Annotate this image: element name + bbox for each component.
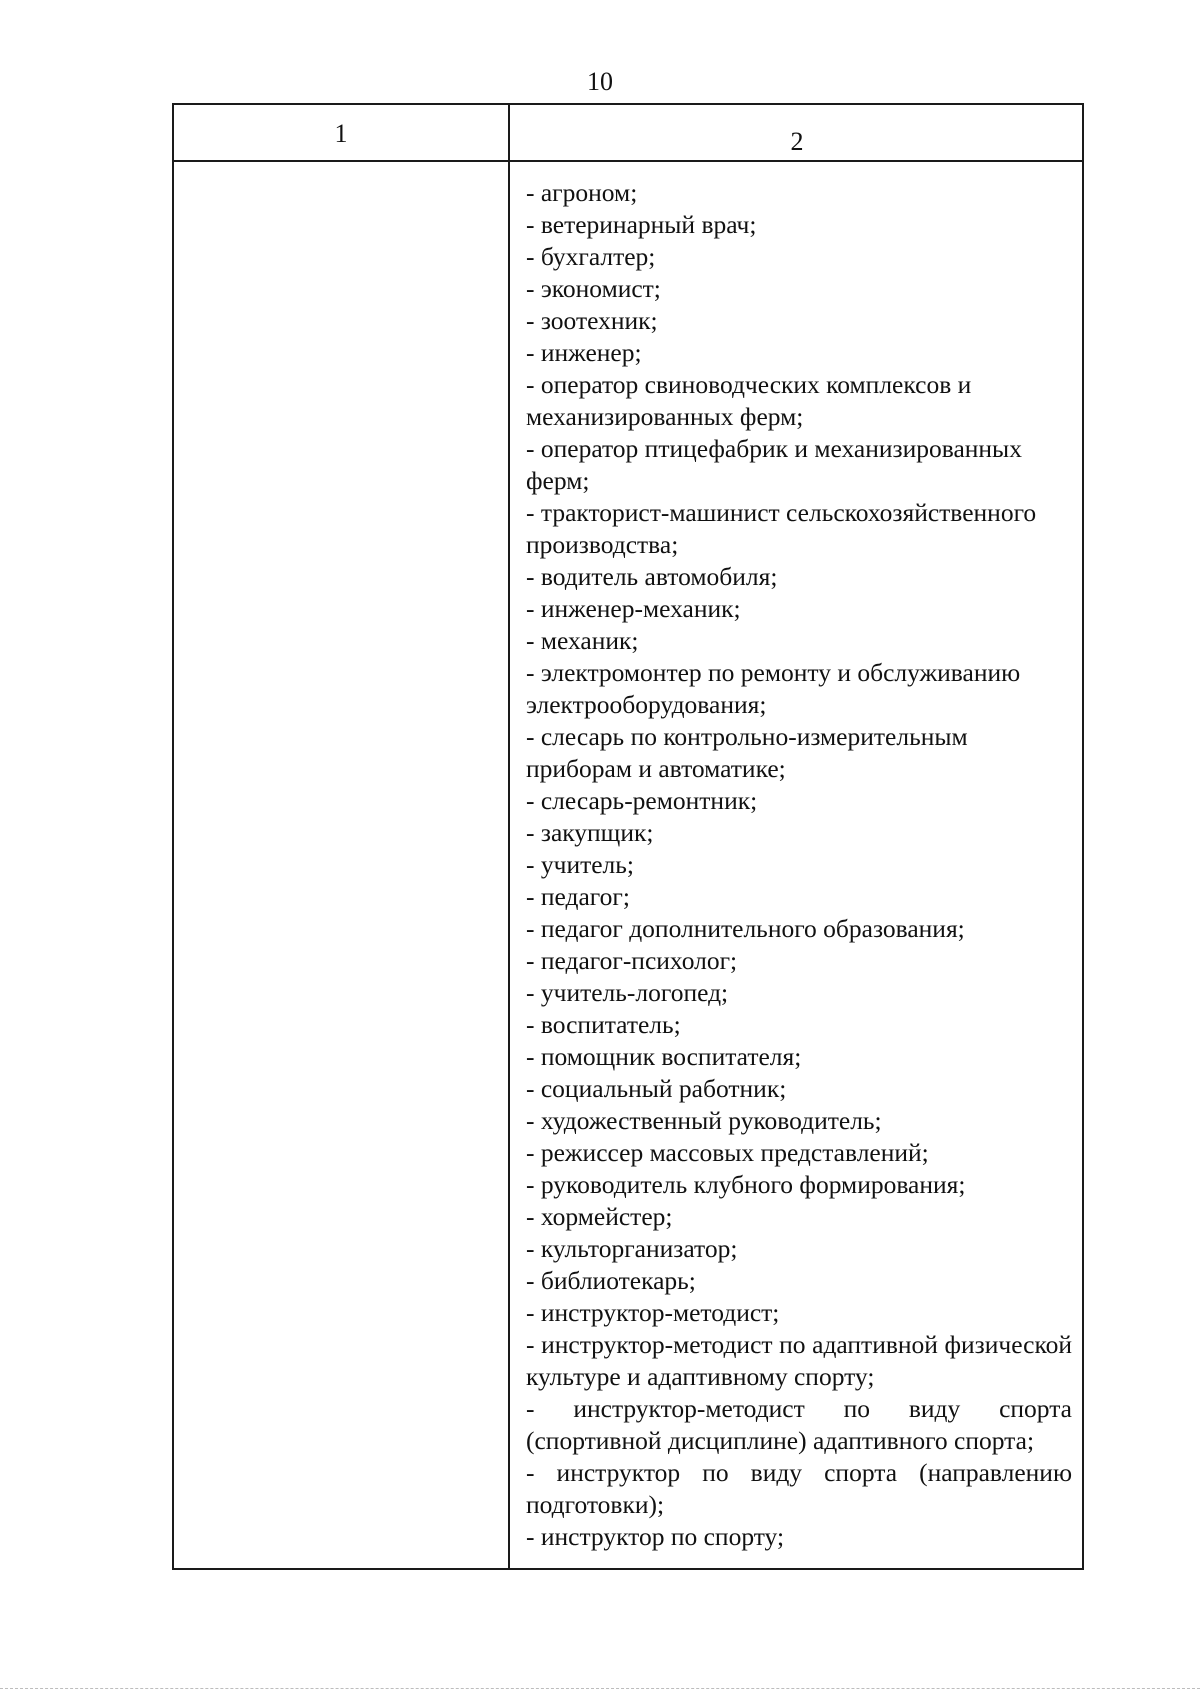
list-item: - инструктор-методист по адаптивной физической культуре и адаптивному спорту; — [526, 1330, 1072, 1391]
list-item: - педагог-психолог; — [526, 946, 738, 975]
list-item: - педагог; — [526, 882, 630, 911]
list-item: - агроном; — [526, 178, 638, 207]
list-item: - инженер; — [526, 338, 642, 367]
list-item: - библиотекарь; — [526, 1266, 696, 1295]
list-item: - режиссер массовых представлений; — [526, 1138, 929, 1167]
table-header-col2: 2 — [790, 127, 804, 156]
list-item: - инструктор по спорту; — [526, 1522, 785, 1551]
list-item: - руководитель клубного формирования; — [526, 1170, 966, 1199]
column-divider — [508, 105, 510, 1568]
list-item: - педагог дополнительного образования; — [526, 914, 965, 943]
list-item: - экономист; — [526, 274, 661, 303]
list-item: - слесарь-ремонтник; — [526, 786, 758, 815]
list-item: - оператор птицефабрик и механизированных ферм; — [526, 434, 1022, 495]
header-divider — [174, 160, 1082, 162]
table-header-col1: 1 — [334, 119, 348, 148]
list-item: - воспитатель; — [526, 1010, 681, 1039]
list-item: - учитель-логопед; — [526, 978, 729, 1007]
document-table — [172, 103, 1084, 1570]
list-item: - закупщик; — [526, 818, 654, 847]
professions-list — [526, 177, 1072, 1553]
list-item: - художественный руководитель; — [526, 1106, 882, 1135]
list-item: - социальный работник; — [526, 1074, 787, 1103]
list-item: - водитель автомобиля; — [526, 562, 778, 591]
list-item: - зоотехник; — [526, 306, 658, 335]
list-item: - тракторист-машинист сельскохозяйственного производства; — [526, 498, 1037, 559]
list-item: - инженер-механик; — [526, 594, 741, 623]
list-item: - хормейстер; — [526, 1202, 673, 1231]
list-item: - культорганизатор; — [526, 1234, 738, 1263]
scan-edge-line — [0, 1688, 1200, 1690]
list-item: - механик; — [526, 626, 639, 655]
page-number: 10 — [587, 67, 613, 96]
list-item: - ветеринарный врач; — [526, 210, 757, 239]
list-item: - учитель; — [526, 850, 634, 879]
list-item: - электромонтер по ремонту и обслуживанию электрооборудования; — [526, 658, 1021, 719]
list-item: - помощник воспитателя; — [526, 1042, 802, 1071]
list-item: - оператор свиноводческих комплексов и механизированных ферм; — [526, 370, 972, 431]
list-item: - бухгалтер; — [526, 242, 656, 271]
list-item: - инструктор-методист; — [526, 1298, 780, 1327]
list-item: - инструктор по виду спорта (направлению подготовки); — [526, 1458, 1072, 1519]
list-item: - слесарь по контрольно-измерительным приборам и автоматике; — [526, 722, 968, 783]
list-item: - инструктор-методист по виду спорта (спортивной дисциплине) адаптивного спорта; — [526, 1394, 1072, 1455]
